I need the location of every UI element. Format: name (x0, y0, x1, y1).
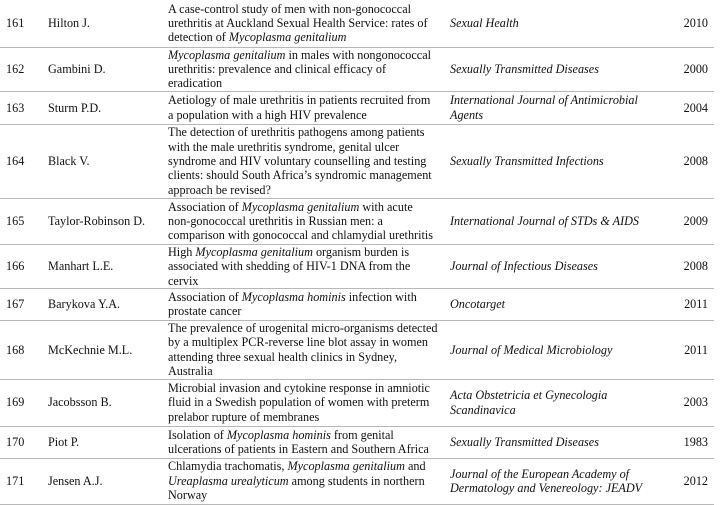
author-cell: Sturm P.D. (46, 91, 164, 124)
title-cell (164, 288, 444, 320)
row-number: 161 (0, 0, 46, 47)
row-number: 165 (0, 198, 46, 244)
author-cell: Manhart L.E. (46, 244, 164, 288)
author-cell: Hilton J. (46, 0, 164, 47)
year-cell: 2000 (664, 47, 714, 91)
journal-cell: Journal of Medical Microbiology (444, 320, 664, 379)
title-text: Association of (168, 199, 242, 214)
year-cell: 2011 (664, 320, 714, 379)
title-text: The prevalence of urogenital micro-organisms detected by a multiplex PCR-reverse line blot assay in women attending three sexual health clinics in Sydney, Australia (168, 320, 438, 379)
table-row (0, 288, 714, 320)
row-number: 171 (0, 458, 46, 504)
author-cell: Barykova Y.A. (46, 288, 164, 320)
table-row (0, 198, 714, 244)
title-cell (164, 458, 444, 504)
organism-name: Mycoplasma genitalium (287, 459, 405, 474)
table-row (0, 426, 714, 458)
title-text: The detection of urethritis pathogens among patients with the male urethritis syndrome, genital ulcer syndrome and HIV voluntary counselling and testing clients: should South Africa’s syndromic management approach be revised? (168, 125, 432, 197)
title-text: Microbial invasion and cytokine response in amniotic fluid in a Swedish population of women with preterm prelabor rupture of membranes (168, 380, 430, 424)
title-cell (164, 198, 444, 244)
author-cell: Taylor-Robinson D. (46, 198, 164, 244)
title-cell (164, 124, 444, 198)
row-number: 164 (0, 124, 46, 198)
author-cell: Jacobsson B. (46, 379, 164, 426)
title-cell (164, 0, 444, 47)
title-cell (164, 244, 444, 288)
title-cell (164, 426, 444, 458)
row-number: 168 (0, 320, 46, 379)
year-cell: 2011 (664, 288, 714, 320)
title-text: A case-control study of men with non-gonococcal urethritis at Auckland Sexual Health Service: rates of detection of (168, 1, 428, 45)
title-text: Aetiology of male urethritis in patients recruited from a population with a high HIV prevalence (168, 93, 431, 122)
author-cell: Black V. (46, 124, 164, 198)
year-cell: 2004 (664, 91, 714, 124)
row-number: 170 (0, 426, 46, 458)
table-row (0, 458, 714, 504)
table-row (0, 0, 714, 47)
organism-name: Mycoplasma genitalium (228, 30, 347, 45)
organism-name: Mycoplasma hominis (226, 427, 331, 442)
title-text: High (168, 244, 196, 259)
row-number: 166 (0, 244, 46, 288)
journal-cell: Sexually Transmitted Diseases (444, 426, 664, 458)
year-cell: 2008 (664, 124, 714, 198)
title-cell (164, 91, 444, 124)
organism-name: Ureaplasma urealyticum (168, 473, 289, 488)
title-cell (164, 47, 444, 91)
title-text: with acute non-gonococcal urethritis in Russian men: a comparison with gonococcal and chlamydial urethritis (168, 199, 434, 243)
year-cell: 2010 (664, 0, 714, 47)
organism-name: Mycoplasma hominis (241, 290, 346, 305)
year-cell: 2009 (664, 198, 714, 244)
title-text: Association of (168, 290, 242, 305)
table-row (0, 124, 714, 198)
title-text: Chlamydia trachomatis, (168, 459, 288, 474)
author-cell: Piot P. (46, 426, 164, 458)
year-cell: 2008 (664, 244, 714, 288)
title-text: organism burden is associated with shedding of HIV-1 DNA from the cervix (168, 244, 411, 288)
table-row (0, 244, 714, 288)
title-text: infection with prostate cancer (168, 290, 417, 319)
author-cell: Jensen A.J. (46, 458, 164, 504)
row-number: 162 (0, 47, 46, 91)
year-cell: 2012 (664, 458, 714, 504)
author-cell: Gambini D. (46, 47, 164, 91)
table-row (0, 91, 714, 124)
year-cell: 2003 (664, 379, 714, 426)
journal-cell: Oncotarget (444, 288, 664, 320)
journal-cell: Sexually Transmitted Infections (444, 124, 664, 198)
title-text: in males with nongonococcal urethritis: prevalence and clinical efficacy of eradication (168, 47, 432, 91)
table-row (0, 320, 714, 379)
title-text: Isolation of (168, 427, 227, 442)
author-cell: McKechnie M.L. (46, 320, 164, 379)
row-number: 163 (0, 91, 46, 124)
journal-cell: International Journal of Antimicrobial Agents (444, 91, 664, 124)
title-cell (164, 379, 444, 426)
journal-cell: Journal of Infectious Diseases (444, 244, 664, 288)
organism-name: Mycoplasma genitalium (168, 47, 286, 62)
journal-cell: Sexual Health (444, 0, 664, 47)
organism-name: Mycoplasma genitalium (195, 244, 313, 259)
year-cell: 1983 (664, 426, 714, 458)
title-text: from genital ulcerations of patients in Eastern and Southern Africa (168, 427, 429, 457)
journal-cell: Sexually Transmitted Diseases (444, 47, 664, 91)
table-row (0, 379, 714, 426)
organism-name: Mycoplasma genitalium (241, 199, 360, 214)
table-row (0, 47, 714, 91)
row-number: 169 (0, 379, 46, 426)
journal-cell: Acta Obstetricia et Gynecologia Scandinavica (444, 379, 664, 426)
journal-cell: International Journal of STDs & AIDS (444, 198, 664, 244)
row-number: 167 (0, 288, 46, 320)
title-cell (164, 320, 444, 379)
title-text: and (404, 459, 426, 474)
title-text: among students in northern Norway (168, 473, 425, 503)
journal-cell: Journal of the European Academy of Dermatology and Venereology: JEADV (444, 458, 664, 504)
